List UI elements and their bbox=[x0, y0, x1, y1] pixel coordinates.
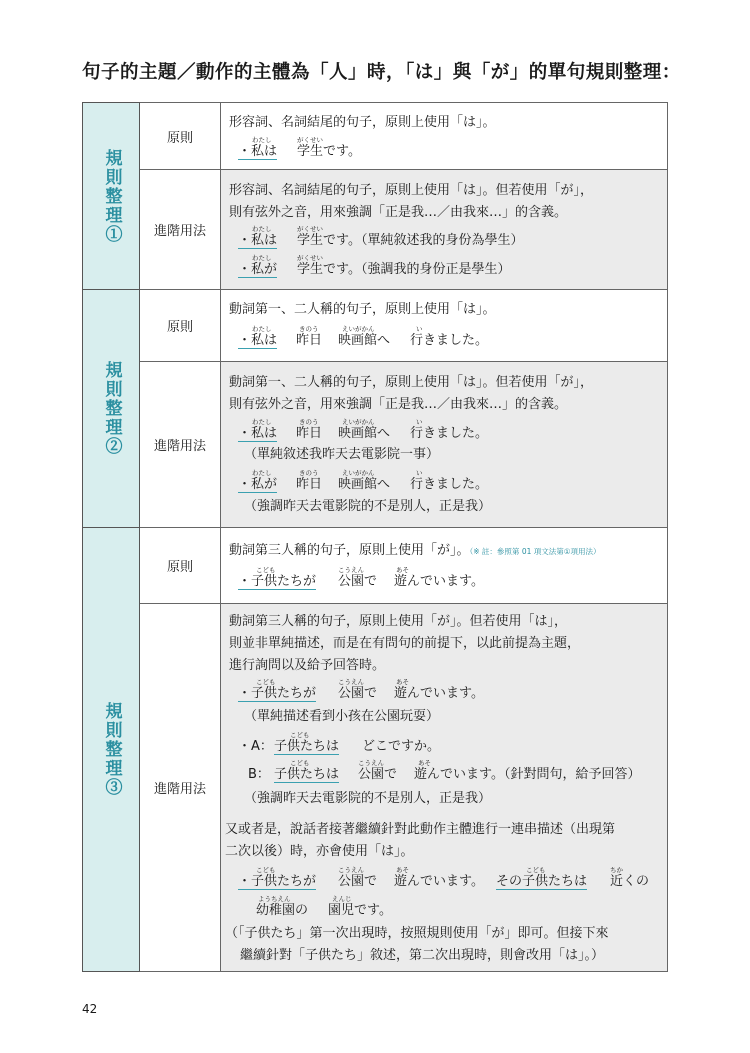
ruby: あそ bbox=[418, 759, 431, 767]
r3-adv-ex3-g: 園児です。 bbox=[328, 903, 392, 918]
ruby: こうえん bbox=[338, 866, 364, 874]
r3-adv-ex3-b: 公園で bbox=[338, 874, 378, 889]
r3-adv-ex3-subject2: その子供たちは bbox=[496, 874, 588, 889]
ruby: こども bbox=[290, 759, 310, 767]
page-title: 句子的主題／動作的主體為「人」時，「は」與「が」的單句規則整理： bbox=[82, 62, 681, 83]
r2-adv-ex1-d: 行きました。 bbox=[410, 426, 489, 441]
ruby: がくせい bbox=[297, 136, 323, 144]
r3-adv-line4: 又或者是，說話者接著繼續針對此動作主體進行一連串描述（出現第 bbox=[225, 822, 616, 837]
ruby: ようちえん bbox=[258, 895, 291, 903]
ruby: こうえん bbox=[338, 566, 364, 574]
r2-adv-ex1-subject: ・私は bbox=[238, 426, 278, 441]
r3-adv-ex1-subject: ・子供たちが bbox=[238, 686, 317, 701]
ruby: きのう bbox=[299, 325, 319, 333]
r3-basic-ex1-b: 公園で bbox=[338, 574, 378, 589]
rule-2-basic-content bbox=[221, 289, 668, 362]
r2-basic-ex1-c: 映画館へ bbox=[338, 333, 391, 348]
r3-basic-ex1-subject: ・子供たちが bbox=[238, 574, 317, 589]
r1-adv-ex2-rest: 学生です。（強調我的身份正是學生） bbox=[297, 262, 511, 277]
rule-3-basic-content bbox=[221, 527, 668, 604]
ruby: わたし bbox=[252, 254, 272, 262]
page-number: 42 bbox=[82, 1002, 98, 1016]
ruby: わたし bbox=[252, 225, 272, 233]
ruby: こども bbox=[526, 866, 546, 874]
r3-adv-line1: 動詞第三人稱的句子，原則上使用「が」。但若使用「は」， bbox=[229, 614, 568, 629]
r2-adv-ex2-b: 昨日 bbox=[296, 477, 323, 492]
r2-adv-ex1-b: 昨日 bbox=[296, 426, 323, 441]
r3-adv-exAB-note: （強調昨天去電影院的不是別人，正是我） bbox=[244, 791, 492, 806]
r3-adv-final2: 繼續針對「子供たち」敘述，第二次出現時，則會改用「は」。） bbox=[240, 948, 605, 963]
ruby: あそ bbox=[396, 566, 409, 574]
rule-1-label: 規則整理① bbox=[82, 102, 140, 290]
ruby: わたし bbox=[252, 469, 272, 477]
r3-adv-exA-prefix: ・A： bbox=[238, 739, 273, 754]
r3-adv-exB-subject: 子供たちは bbox=[274, 767, 340, 782]
r1-adv-ex1-rest: 学生です。（單純敘述我的身份為學生） bbox=[297, 233, 524, 248]
ruby: きのう bbox=[299, 418, 319, 426]
rule-3-basic-label: 原則 bbox=[140, 527, 221, 604]
r1-adv-line1: 形容詞、名詞結尾的句子，原則上使用「は」。但若使用「が」， bbox=[229, 183, 594, 198]
rule-1-basic-label: 原則 bbox=[140, 102, 221, 170]
rule-2-advanced-label: 進階用法 bbox=[140, 361, 221, 528]
ruby: ちか bbox=[610, 866, 623, 874]
r3-basic-line1: 動詞第三人稱的句子，原則上使用「が」。（※ 註：參照第 01 項文法第①項用法） bbox=[229, 543, 601, 558]
r3-adv-line3: 進行詢問以及給予回答時。 bbox=[229, 658, 386, 673]
r2-basic-ex1-d: 行きました。 bbox=[410, 333, 489, 348]
r2-adv-line2: 則有弦外之音，用來強調「正是我…／由我來…」的含義。 bbox=[229, 397, 568, 412]
ruby: あそ bbox=[396, 866, 409, 874]
r3-adv-ex3-f: 幼稚園の bbox=[256, 903, 309, 918]
ruby: えいがかん bbox=[342, 418, 375, 426]
r2-adv-ex1-note: （單純敘述我昨天去電影院一事） bbox=[244, 447, 440, 462]
ruby: がくせい bbox=[297, 254, 323, 262]
ruby: わたし bbox=[252, 325, 272, 333]
r1-basic-ex1-subject: ・私は bbox=[238, 144, 278, 159]
r3-basic-note: （※ 註：參照第 01 項文法第①項用法） bbox=[469, 547, 601, 556]
r3-adv-ex1-note: （單純描述看到小孩在公園玩耍） bbox=[244, 709, 440, 724]
ruby: えんじ bbox=[332, 895, 352, 903]
ruby: えいがかん bbox=[342, 469, 375, 477]
rule-1-basic-content bbox=[221, 102, 668, 170]
r2-basic-ex1-b: 昨日 bbox=[296, 333, 323, 348]
r3-adv-exB-prefix: B： bbox=[248, 767, 270, 782]
r1-adv-ex2-subject: ・私が bbox=[238, 262, 278, 277]
r3-adv-final1: （「子供たち」第一次出現時，按照規則使用「が」即可。但接下來 bbox=[225, 926, 609, 941]
ruby: こども bbox=[256, 866, 276, 874]
r3-adv-ex3-c: 遊んでいます。 bbox=[394, 874, 484, 889]
r3-adv-line2: 則並非單純描述，而是在有問句的前提下，以此前提為主題， bbox=[229, 636, 581, 651]
rule-3-advanced-label: 進階用法 bbox=[140, 603, 221, 972]
r3-adv-ex3-subject: ・子供たちが bbox=[238, 874, 317, 889]
ruby: きのう bbox=[299, 469, 319, 477]
r2-basic-ex1-subject: ・私は bbox=[238, 333, 278, 348]
r3-adv-ex3-e: 近くの bbox=[610, 874, 650, 889]
r3-adv-exA-rest: どこですか。 bbox=[362, 739, 441, 754]
rule-2-basic-label: 原則 bbox=[140, 289, 221, 362]
r2-adv-ex2-note: （強調昨天去電影院的不是別人，正是我） bbox=[244, 499, 492, 514]
rule-1-advanced-label: 進階用法 bbox=[140, 169, 221, 290]
r3-adv-ex1-b: 公園で bbox=[338, 686, 378, 701]
r2-adv-ex2-d: 行きました。 bbox=[410, 477, 489, 492]
r2-adv-ex1-c: 映画館へ bbox=[338, 426, 391, 441]
ruby: こうえん bbox=[358, 759, 384, 767]
rule-3-label: 規則整理③ bbox=[82, 527, 140, 972]
ruby: こども bbox=[290, 731, 310, 739]
ruby: わたし bbox=[252, 136, 272, 144]
r3-adv-line5: 二次以後）時，亦會使用「は」。 bbox=[225, 844, 414, 859]
ruby: い bbox=[416, 469, 423, 477]
ruby: こども bbox=[256, 566, 276, 574]
rule-2-label: 規則整理② bbox=[82, 289, 140, 528]
r1-basic-ex1-rest: 学生です。 bbox=[297, 144, 361, 159]
r2-adv-ex2-c: 映画館へ bbox=[338, 477, 391, 492]
r2-adv-ex2-subject: ・私が bbox=[238, 477, 278, 492]
r2-basic-line1: 動詞第一、二人稱的句子，原則上使用「は」。 bbox=[229, 302, 496, 317]
ruby: こども bbox=[256, 678, 276, 686]
r3-adv-exB-c: 公園で bbox=[358, 767, 398, 782]
ruby: えいがかん bbox=[342, 325, 375, 333]
ruby: わたし bbox=[252, 418, 272, 426]
r3-basic-ex1-c: 遊んでいます。 bbox=[394, 574, 484, 589]
r2-adv-line1: 動詞第一、二人稱的句子，原則上使用「は」。但若使用「が」， bbox=[229, 375, 594, 390]
ruby: あそ bbox=[396, 678, 409, 686]
r1-adv-line2: 則有弦外之音，用來強調「正是我…／由我來…」的含義。 bbox=[229, 205, 568, 220]
r3-adv-exA-subject: 子供たちは bbox=[274, 739, 340, 754]
r1-adv-ex1-subject: ・私は bbox=[238, 233, 278, 248]
ruby: がくせい bbox=[297, 225, 323, 233]
r3-adv-exB-d: 遊んでいます。（針對問句，給予回答） bbox=[414, 767, 641, 782]
r3-adv-ex1-c: 遊んでいます。 bbox=[394, 686, 484, 701]
ruby: い bbox=[416, 325, 423, 333]
ruby: い bbox=[416, 418, 423, 426]
ruby: こうえん bbox=[338, 678, 364, 686]
r1-basic-line1: 形容詞、名詞結尾的句子，原則上使用「は」。 bbox=[229, 115, 496, 130]
